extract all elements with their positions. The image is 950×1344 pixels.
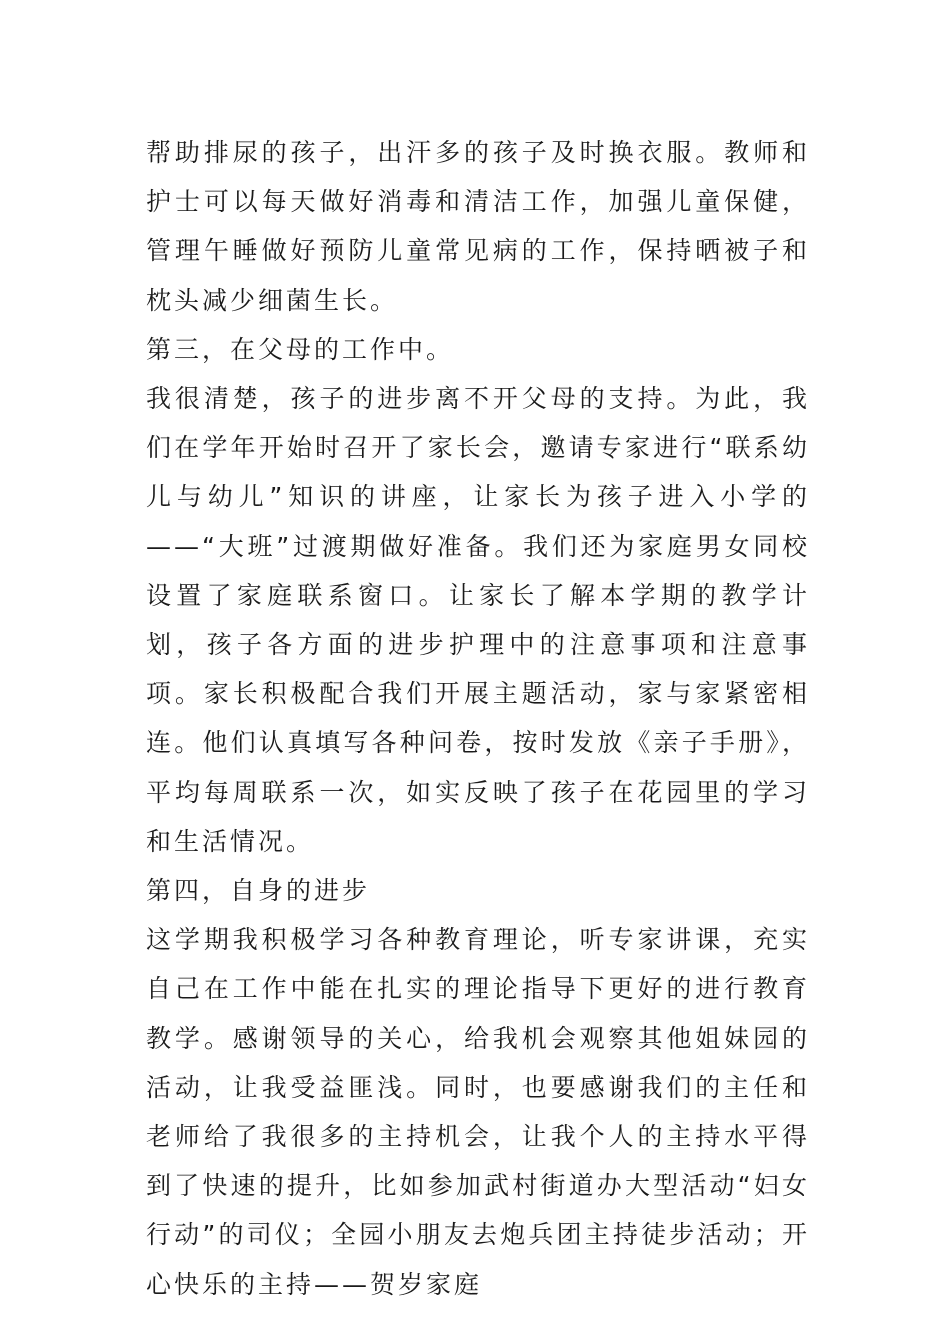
document-body [146,128,810,1309]
section-heading-self-progress: 第四，自身的进步 [146,876,371,906]
section-heading-parents: 第三，在父母的工作中。 [146,334,455,364]
paragraph-health-care: 帮助排尿的孩子，出汗多的孩子及时换衣服。教师和护士可以每天做好消毒和清洁工作，加强儿童保健，管理午睡做好预防儿童常见病的工作，保持晒被子和枕头减少细菌生长。 [146,138,810,315]
paragraph-parent-work: 我很清楚，孩子的进步离不开父母的支持。为此，我们在学年开始时召开了家长会，邀请专家进行“联系幼儿与幼儿”知识的讲座，让家长为孩子进入小学的——“大班”过渡期做好准备。我们还为家庭男女同校设置了家庭联系窗口。让家长了解本学期的教学计划，孩子各方面的进步护理中的注意事项和注意事项。家长积极配合我们开展主题活动，家与家紧密相连。他们认真填写各种问卷，按时发放《亲子手册》，平均每周联系一次，如实反映了孩子在花园里的学习和生活情况。 [146,384,810,856]
paragraph-self-progress: 这学期我积极学习各种教育理论，听专家讲课，充实自己在工作中能在扎实的理论指导下更好的进行教育教学。感谢领导的关心，给我机会观察其他姐妹园的活动，让我受益匪浅。同时，也要感谢我们的主任和老师给了我很多的主持机会，让我个人的主持水平得到了快速的提升，比如参加武村街道办大型活动“妇女行动”的司仪；全园小朋友去炮兵团主持徒步活动；开心快乐的主持——贺岁家庭 [146,925,810,1299]
